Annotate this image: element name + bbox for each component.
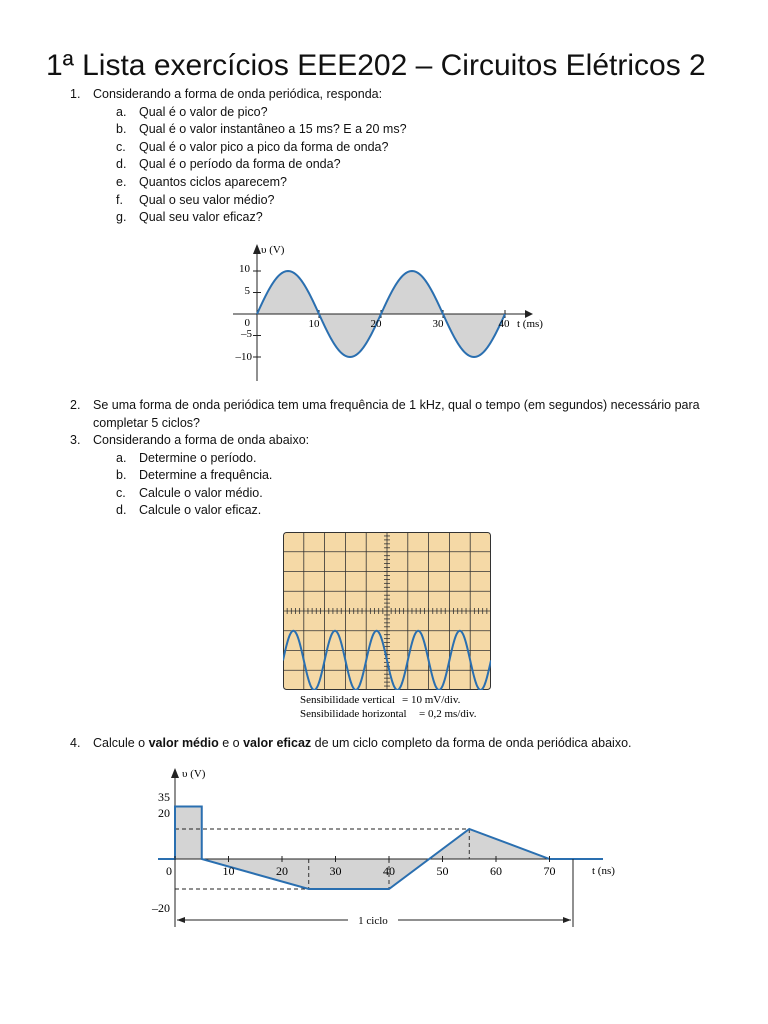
question-4-text-part: de um ciclo completo da forma de onda periódica abaixo.: [311, 736, 632, 750]
y-tick-label: –10: [235, 351, 252, 363]
vertical-sensitivity-value: = 10 mV/div.: [402, 694, 461, 706]
x-tick-label: 20: [276, 864, 288, 878]
question-1-item-letter: b.: [116, 122, 127, 137]
time-axis-arrow: [525, 310, 533, 318]
question-3-item-letter: d.: [116, 503, 127, 518]
x-tick-label: 70: [543, 864, 556, 878]
question-3-number: 3.: [70, 433, 81, 447]
question-1-number: 1.: [70, 87, 81, 101]
question-3-item-letter: b.: [116, 468, 127, 483]
horizontal-sensitivity-value: = 0,2 ms/div.: [419, 708, 477, 720]
question-1-item-letter: g.: [116, 210, 127, 225]
sine-waveform-figure: [225, 238, 555, 388]
x-tick-label: 50: [436, 864, 449, 878]
arrow-left-icon: [177, 917, 185, 923]
x-tick-label: 10: [308, 318, 320, 330]
x-tick-label: 20: [370, 318, 382, 330]
question-1-item-letter: a.: [116, 104, 127, 119]
voltage-axis-arrow: [171, 768, 179, 778]
time-axis-label: t (ns): [592, 865, 615, 877]
voltage-axis-label: υ (V): [182, 768, 206, 780]
y-tick-label: 5: [244, 285, 250, 297]
oscilloscope-figure: [283, 532, 491, 690]
x-tick-label: 30: [432, 318, 444, 330]
page-title: 1ª Lista exercícios EEE202 – Circuitos Elétricos 2: [46, 49, 706, 82]
cycle-label: 1 ciclo: [358, 915, 388, 927]
question-1-item-letter: f.: [116, 192, 123, 207]
y-tick-label: –20: [152, 901, 170, 915]
question-3-item-text: Calcule o valor médio.: [139, 485, 263, 500]
vertical-sensitivity-label: Sensibilidade vertical: [300, 694, 395, 706]
question-4-number: 4.: [70, 736, 81, 750]
question-3-text: Considerando a forma de onda abaixo:: [93, 433, 310, 447]
question-2-text: Se uma forma de onda periódica tem uma frequência de 1 kHz, qual o tempo (em segundos) necessário para completar 5 ciclos?: [93, 398, 700, 430]
question-1-item-text: Qual é o valor pico a pico da forma de onda?: [139, 139, 389, 154]
question-1-item-letter: c.: [116, 139, 126, 154]
question-1-item-text: Qual seu valor eficaz?: [139, 210, 263, 225]
question-1-item-letter: d.: [116, 157, 127, 172]
question-4-text-part: e o: [218, 736, 244, 750]
bold-term-valor-eficaz: valor eficaz: [243, 736, 312, 750]
y-tick-label: 10: [239, 263, 250, 275]
time-axis-label: t (ms): [517, 318, 543, 330]
question-4-text: [93, 735, 632, 753]
x-tick-label: 30: [329, 864, 342, 878]
question-3-item-text: Calcule o valor eficaz.: [139, 503, 262, 518]
question-4-text-part: Calcule o: [93, 736, 149, 750]
question-2-number: 2.: [70, 398, 81, 412]
question-1-item-text: Qual é o valor de pico?: [139, 104, 268, 119]
y-tick-label: –5: [241, 328, 252, 340]
question-1-text: Considerando a forma de onda periódica, responda:: [93, 87, 383, 101]
y-tick-label: 20: [158, 806, 170, 820]
question-1-item-text: Qual é o valor instantâneo a 15 ms? E a 20 ms?: [139, 122, 407, 137]
question-1-item-text: Quantos ciclos aparecem?: [139, 175, 287, 189]
sensitivity-caption: [298, 692, 498, 722]
piecewise-waveform-figure: [140, 762, 640, 932]
horizontal-sensitivity-label: Sensibilidade horizontal: [300, 708, 407, 720]
x-tick-label: 40: [498, 318, 510, 330]
question-3-item-letter: a.: [116, 450, 127, 465]
x-tick-label: 40: [383, 864, 395, 878]
question-1-item-text: Qual o seu valor médio?: [139, 192, 275, 207]
x-tick-label: 0: [166, 864, 172, 878]
bold-term-valor-medio: valor médio: [148, 736, 219, 750]
arrow-right-icon: [563, 917, 571, 923]
question-1-item-text: Qual é o período da forma de onda?: [139, 157, 341, 172]
y-tick-label: 0: [244, 317, 250, 329]
y-tick-label: 35: [158, 790, 170, 804]
voltage-axis-label: υ (V): [261, 244, 285, 256]
question-1-item-letter: e.: [116, 175, 127, 189]
question-3-item-text: Determine o período.: [139, 450, 257, 465]
x-tick-label: 10: [222, 864, 235, 878]
x-tick-label: 60: [490, 864, 502, 878]
question-3-item-text: Determine a frequência.: [139, 468, 273, 483]
voltage-axis-arrow: [253, 244, 261, 254]
question-3-item-letter: c.: [116, 485, 126, 500]
